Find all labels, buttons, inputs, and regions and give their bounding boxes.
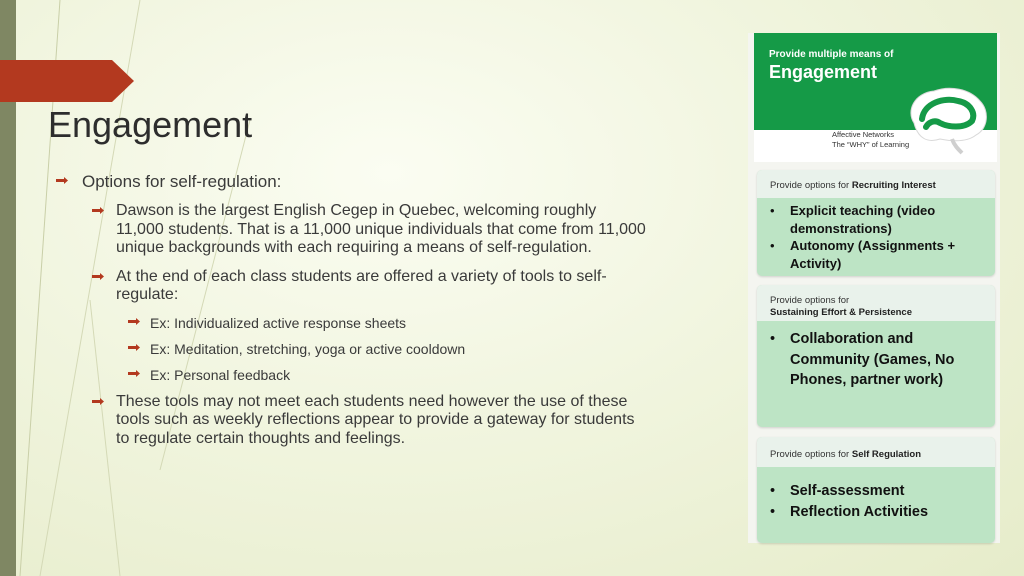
list-item: • Collaboration and Community (Games, No Phones, partner work) [770, 331, 955, 388]
arrow-bullet-icon [128, 318, 140, 325]
bullet-level3 [48, 315, 648, 331]
title-accent-arrow [0, 60, 134, 102]
box-sustaining-effort [757, 285, 995, 427]
header-subtitle [832, 130, 909, 150]
box-header-text: Provide options for Recruiting Interest [770, 180, 936, 191]
bullet-text: At the end of each class students are offered a variety of tools to self-regulate: [116, 267, 607, 303]
bullet-level3 [48, 341, 648, 357]
slide-title: Engagement [48, 104, 253, 145]
list-item: • Self-assessment [770, 483, 905, 499]
bullet-level2 [48, 393, 648, 449]
box-recruiting-interest [757, 170, 995, 276]
udl-engagement-panel [748, 33, 1000, 543]
box-list [770, 202, 988, 272]
box-list [770, 329, 988, 391]
bullet-text: Options for self-regulation: [82, 172, 282, 191]
bullet-text: Ex: Individualized active response sheets [150, 314, 407, 331]
box-list [770, 481, 988, 522]
bullet-text: Ex: Meditation, stretching, yoga or active cooldown [150, 340, 466, 357]
slide-content [48, 172, 648, 458]
box-header [757, 285, 995, 321]
bullet-text: These tools may not meet each students need however the use of these tools such as weekly reflections appear to provide a gateway for students to regulate certain thoughts and feelings. [116, 392, 635, 447]
bullet-level2 [48, 202, 648, 258]
header-big-text: Engagement [769, 62, 878, 82]
box-header-text: Provide options for Self Regulation [770, 449, 922, 460]
box-header [757, 437, 995, 467]
brain-icon [900, 83, 992, 155]
list-item: • Explicit teaching (video demonstrations) [770, 203, 936, 236]
arrow-bullet-icon [92, 398, 104, 405]
header-small-text: Provide multiple means of [769, 49, 894, 60]
arrow-bullet-icon [128, 344, 140, 351]
box-self-regulation [757, 437, 995, 543]
arrow-bullet-icon [128, 370, 140, 377]
bullet-level2 [48, 268, 648, 305]
bullet-text: Ex: Personal feedback [150, 366, 291, 383]
subtitle-line: The “WHY” of Learning [832, 140, 910, 149]
box-header [757, 170, 995, 198]
bullet-level1 [48, 172, 648, 192]
arrow-bullet-icon [56, 177, 68, 184]
box-header-text: Provide options for Sustaining Effort & Persistence [770, 295, 913, 318]
arrow-bullet-icon [92, 207, 104, 214]
arrow-bullet-icon [92, 273, 104, 280]
list-item: • Autonomy (Assignments + Activity) [770, 238, 956, 271]
subtitle-line: Affective Networks [832, 130, 894, 139]
bullet-text: Dawson is the largest English Cegep in Quebec, welcoming roughly 11,000 students. That is a 11,000 unique individuals that come from 11,000 unique backgrounds with each requiring a means of self-regulation. [116, 202, 646, 256]
list-item: • Reflection Activities [770, 503, 929, 520]
bullet-level3 [48, 367, 648, 383]
